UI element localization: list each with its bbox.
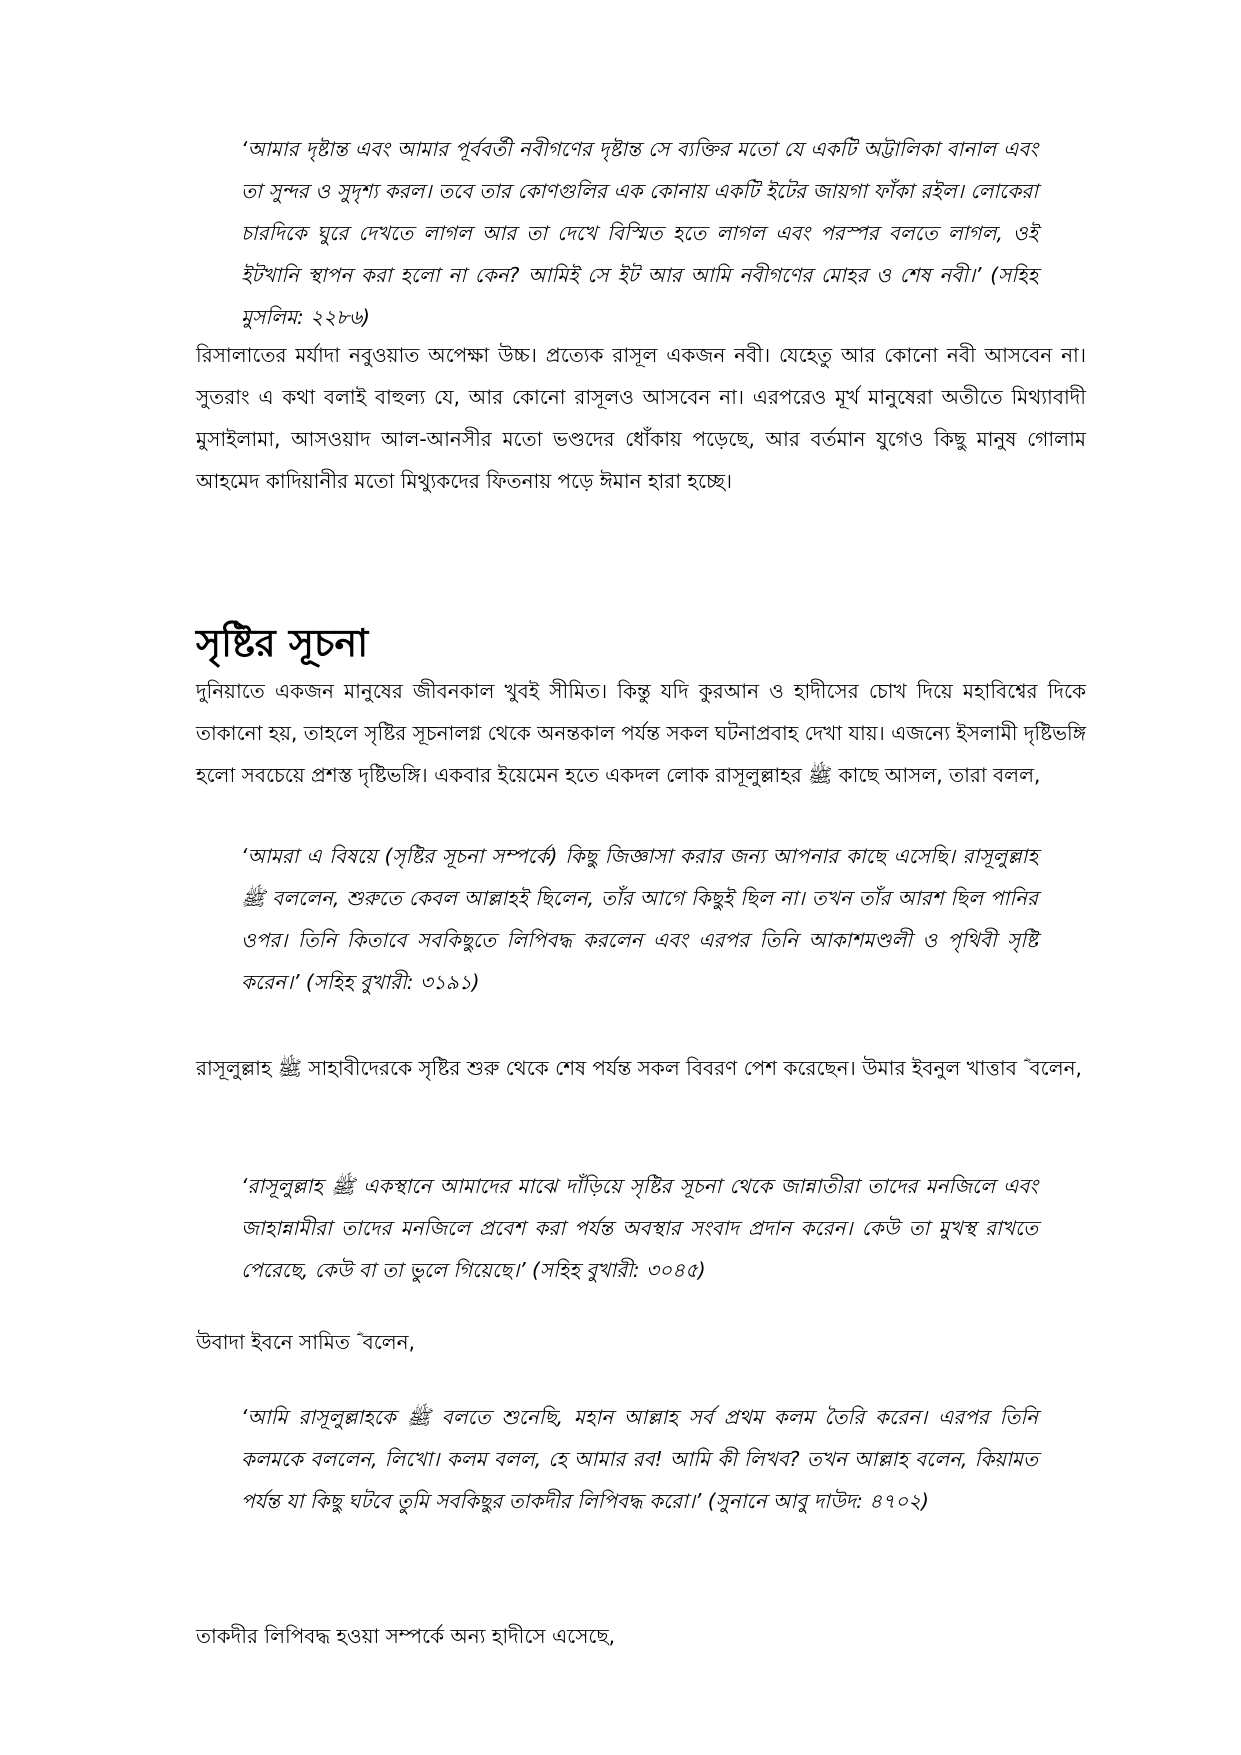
hadith-quote-abu-dawud-4702: ‘আমি রাসূলুল্লাহকে ﷺ বলতে শুনেছি, মহান আল্লাহ সর্ব প্রথম কলম তৈরি করেন। এরপর তিনি কলমকে বললেন, লিখো। কলম বলল, হে আমার রব! আমি কী লিখব? তখন আল্লাহ বলেন, কিয়ামত পর্যন্ত যা কিছু ঘটবে তুমি সবকিছুর তাকদীর লিপিবদ্ধ করো।’ (সুনানে আবু দাউদ: ৪৭০২) — [241, 1405, 1038, 1513]
paragraph-ubada-intro: উবাদা ইবনে সামিত ؓ বলেন, — [196, 1330, 415, 1354]
hadith-quote-bukhari-3191: ‘আমরা এ বিষয়ে (সৃষ্টির সূচনা সম্পর্কে) কিছু জিজ্ঞাসা করার জন্য আপনার কাছে এসেছি। রাসূলুল্লাহ ﷺ বললেন, শুরুতে কেবল আল্লাহই ছিলেন, তাঁর আগে কিছুই ছিল না। তখন তাঁর আরশ ছিল পানির ওপর। তিনি কিতাবে সবকিছুতে লিপিবদ্ধ করলেন এবং এরপর তিনি আকাশমণ্ডলী ও পৃথিবী সৃষ্টি করেন।’ (সহিহ বুখারী: ৩১৯১) — [241, 844, 1038, 994]
hadith-quote-muslim-2286: ‘আমার দৃষ্টান্ত এবং আমার পূর্ববর্তী নবীগণের দৃষ্টান্ত সে ব্যক্তির মতো যে একটি অট্টালিকা বানাল এবং তা সুন্দর ও সুদৃশ্য করল। তবে তার কোণগুলির এক কোনায় একটি ইটের জায়গা ফাঁকা রইল। লোকেরা চারদিকে ঘুরে দেখতে লাগল আর তা দেখে বিস্মিত হতে লাগল এবং পরস্পর বলতে লাগল, ওই ইটখানি স্থাপন করা হলো না কেন? আমিই সে ইট আর আমি নবীগণের মোহর ও শেষ নবী।’ (সহিহ মুসলিম: ২২৮৬) — [241, 137, 1038, 329]
section-heading: সৃষ্টির সূচনা — [196, 621, 369, 665]
paragraph-umar-intro: রাসূলুল্লাহ ﷺ সাহাবীদেরকে সৃষ্টির শুরু থেকে শেষ পর্যন্ত সকল বিবরণ পেশ করেছেন। উমার ইবনুল খাত্তাব ؓ বলেন, — [196, 1056, 1082, 1080]
paragraph-taqdir-intro: তাকদীর লিপিবদ্ধ হওয়া সম্পর্কে অন্য হাদীসে এসেছে, — [196, 1624, 615, 1648]
hadith-quote-bukhari-3045: ‘রাসূলুল্লাহ ﷺ একস্থানে আমাদের মাঝে দাঁড়িয়ে সৃষ্টির সূচনা থেকে জান্নাতীরা তাদের মনজিলে এবং জাহান্নামীরা তাদের মনজিলে প্রবেশ করা পর্যন্ত অবস্থার সংবাদ প্রদান করেন। কেউ তা মুখস্থ রাখতে পেরেছে, কেউ বা তা ভুলে গিয়েছে।’ (সহিহ বুখারী: ৩০৪৫) — [241, 1174, 1038, 1282]
paragraph-risalat: রিসালাতের মর্যাদা নবুওয়াত অপেক্ষা উচ্চ। প্রত্যেক রাসূল একজন নবী। যেহেতু আর কোনো নবী আসবেন না। সুতরাং এ কথা বলাই বাহুল্য যে, আর কোনো রাসূলও আসবেন না। এরপরেও মূর্খ মানুষেরা অতীতে মিথ্যাবাদী মুসাইলামা, আসওয়াদ আল-আনসীর মতো ভণ্ডদের ধোঁকায় পড়েছে, আর বর্তমান যুগেও কিছু মানুষ গোলাম আহমেদ কাদিয়ানীর মতো মিথ্যুকদের ফিতনায় পড়ে ঈমান হারা হচ্ছে। — [196, 343, 1086, 493]
paragraph-creation-intro: দুনিয়াতে একজন মানুষের জীবনকাল খুবই সীমিত। কিন্তু যদি কুরআন ও হাদীসের চোখ দিয়ে মহাবিশ্বের দিকে তাকানো হয়, তাহলে সৃষ্টির সূচনালগ্ন থেকে অনন্তকাল পর্যন্ত সকল ঘটনাপ্রবাহ দেখা যায়। এজন্যে ইসলামী দৃষ্টিভঙ্গি হলো সবচেয়ে প্রশস্ত দৃষ্টিভঙ্গি। একবার ইয়েমেন হতে একদল লোক রাসূলুল্লাহর ﷺ কাছে আসল, তারা বলল, — [196, 679, 1086, 787]
